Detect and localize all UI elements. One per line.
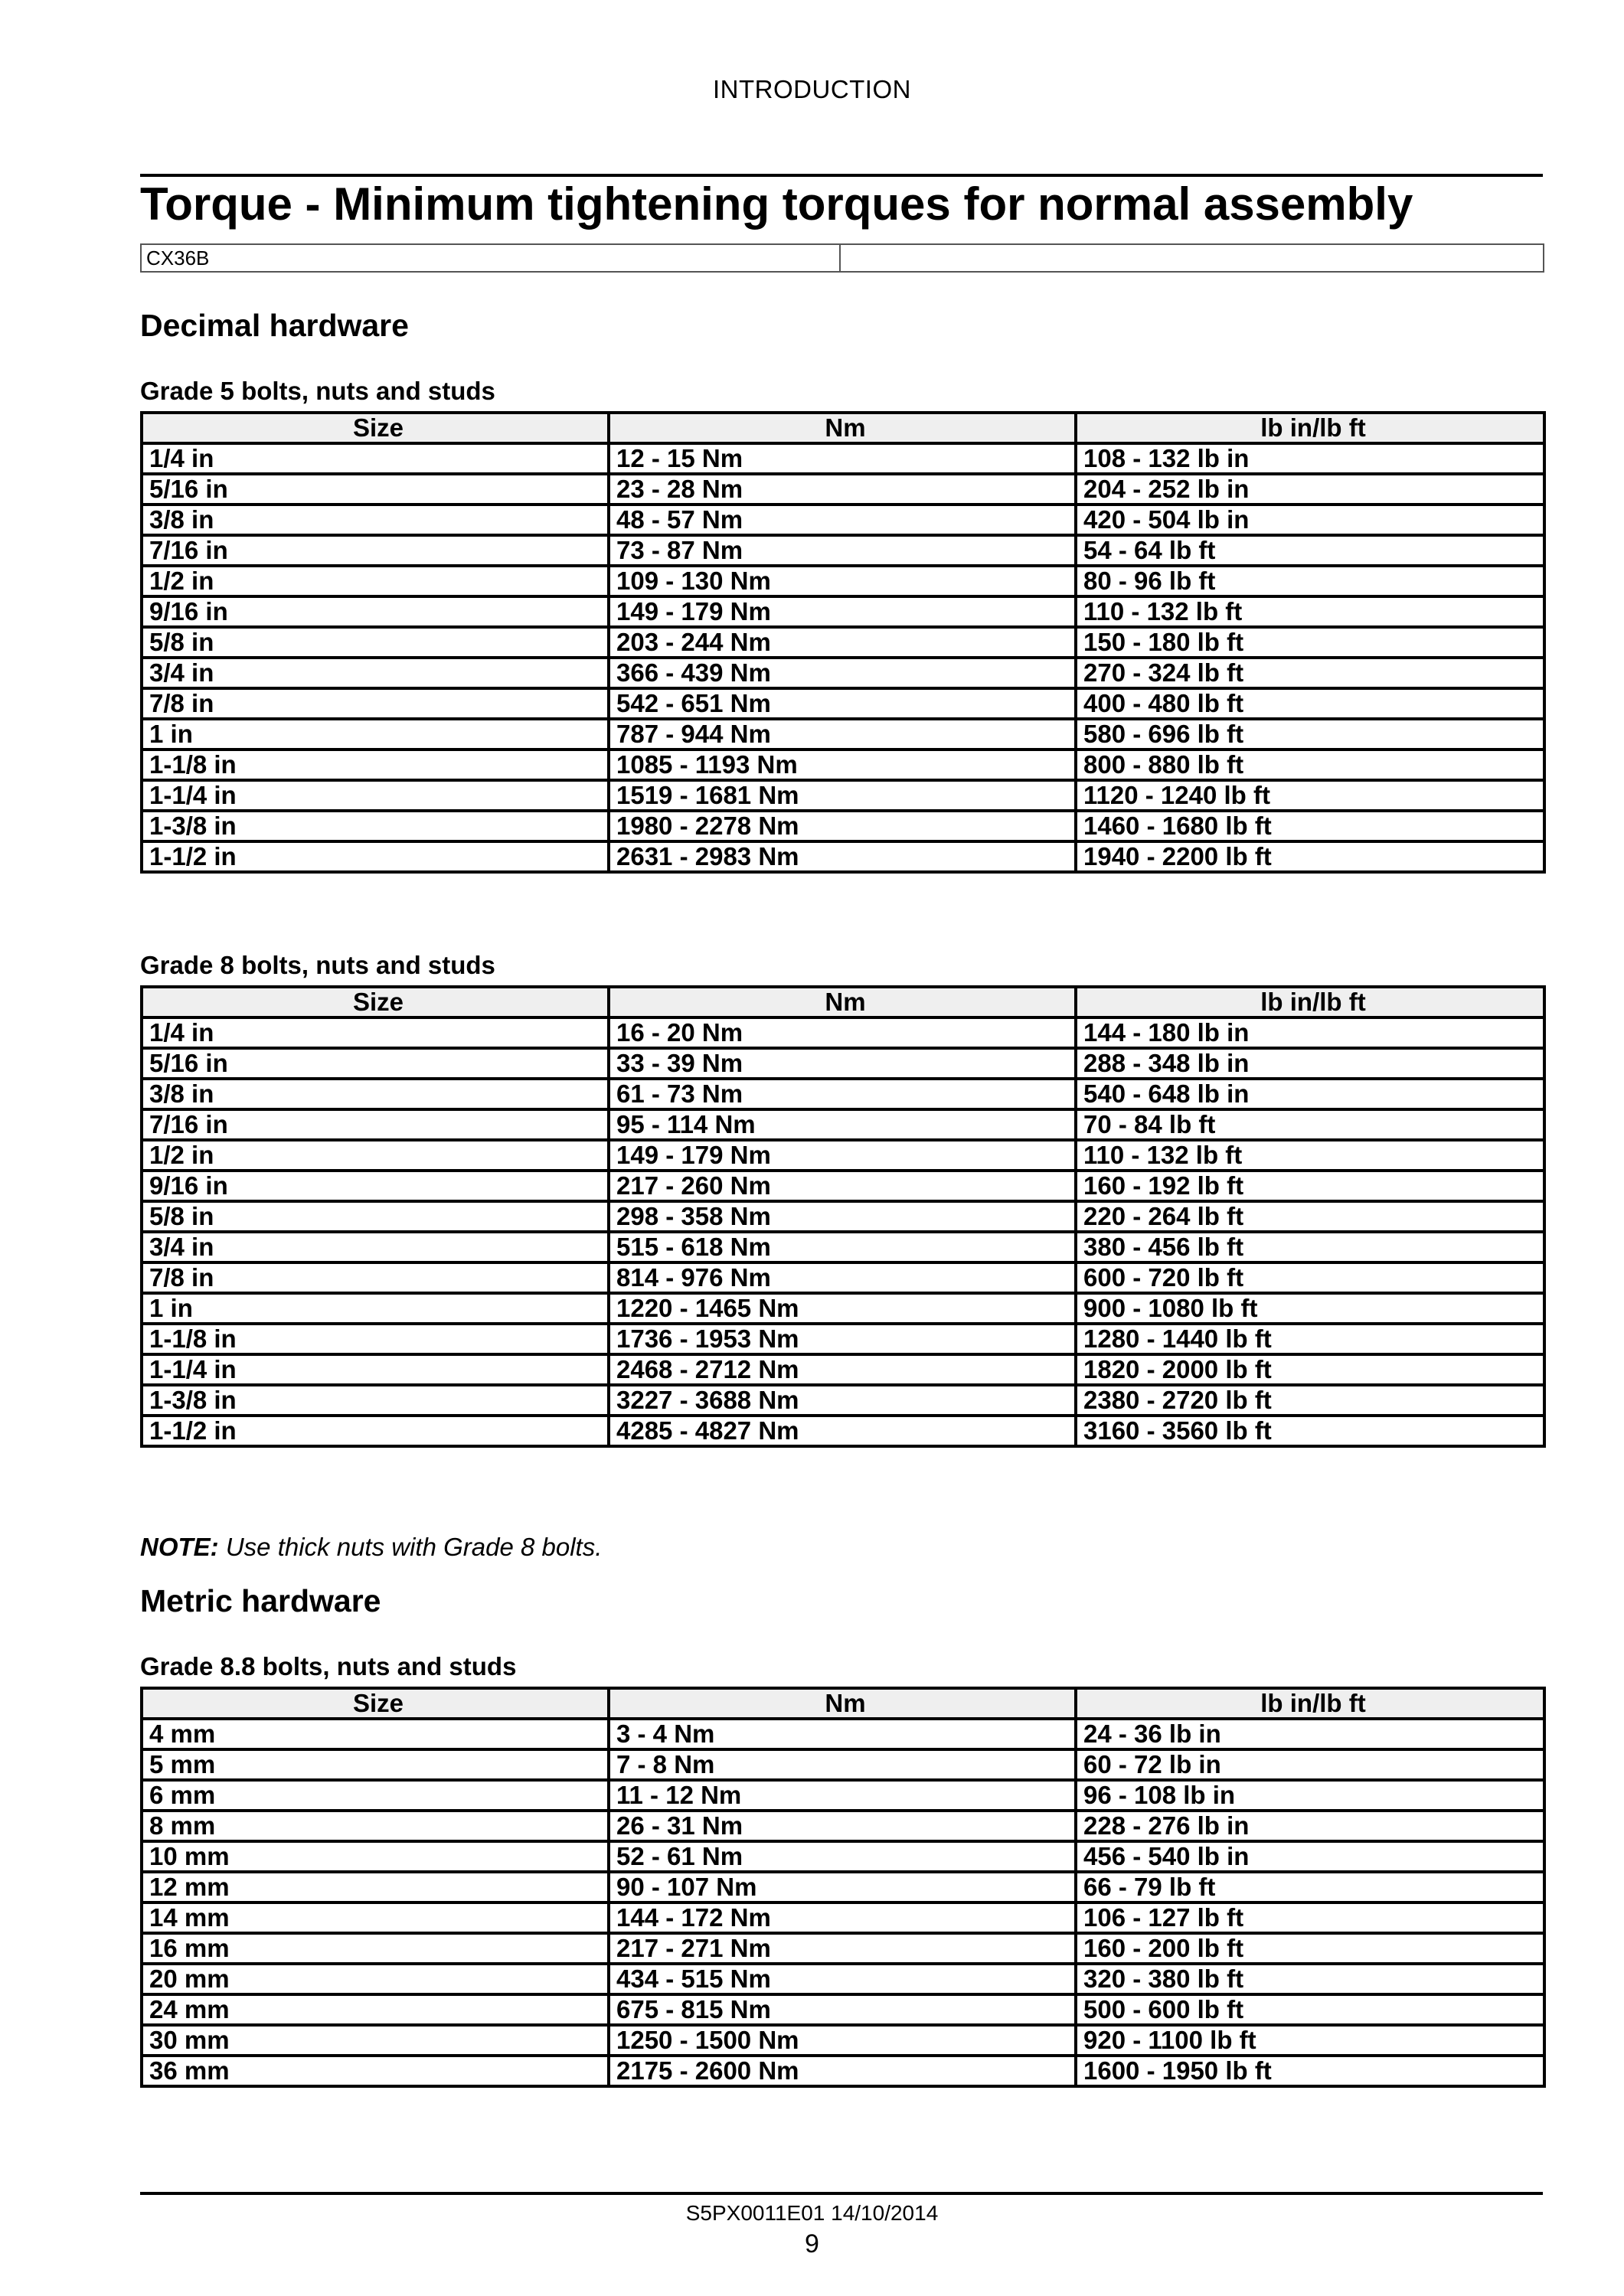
lb-cell: 270 - 324 lb ft <box>1076 658 1544 688</box>
lb-cell: 540 - 648 lb in <box>1076 1079 1544 1109</box>
size-cell: 1-1/4 in <box>142 1354 609 1385</box>
section-title-metric: Metric hardware <box>140 1583 381 1618</box>
table-row <box>142 841 1544 872</box>
nm-cell: 1220 - 1465 Nm <box>609 1293 1076 1324</box>
model-code-extra <box>841 245 1543 271</box>
table-row <box>142 1017 1544 1048</box>
size-cell: 7/16 in <box>142 535 609 566</box>
table-row <box>142 1140 1544 1171</box>
table-row <box>142 2025 1544 2056</box>
size-cell: 1-1/8 in <box>142 1324 609 1354</box>
table-row <box>142 719 1544 750</box>
lb-cell: 110 - 132 lb ft <box>1076 1140 1544 1171</box>
lb-cell: 160 - 192 lb ft <box>1076 1171 1544 1201</box>
table-row <box>142 688 1544 719</box>
nm-cell: 11 - 12 Nm <box>609 1780 1076 1811</box>
page-title: Torque - Minimum tightening torques for normal assembly <box>140 178 1413 230</box>
size-cell: 1-1/8 in <box>142 750 609 780</box>
column-header-lb: lb in/lb ft <box>1076 1688 1544 1719</box>
size-cell: 1-1/2 in <box>142 1416 609 1446</box>
size-cell: 24 mm <box>142 1994 609 2025</box>
lb-cell: 500 - 600 lb ft <box>1076 1994 1544 2025</box>
nm-cell: 95 - 114 Nm <box>609 1109 1076 1140</box>
nm-cell: 2468 - 2712 Nm <box>609 1354 1076 1385</box>
size-cell: 1/2 in <box>142 1140 609 1171</box>
size-cell: 3/4 in <box>142 1232 609 1262</box>
section-title-decimal: Decimal hardware <box>140 308 409 343</box>
table-row <box>142 1841 1544 1872</box>
document-code: S5PX0011E01 14/10/2014 <box>685 2201 939 2225</box>
size-cell: 3/8 in <box>142 505 609 535</box>
size-cell: 1/4 in <box>142 1017 609 1048</box>
lb-cell: 228 - 276 lb in <box>1076 1811 1544 1841</box>
size-cell: 30 mm <box>142 2025 609 2056</box>
nm-cell: 144 - 172 Nm <box>609 1902 1076 1933</box>
size-cell: 9/16 in <box>142 596 609 627</box>
table-row <box>142 535 1544 566</box>
lb-cell: 288 - 348 lb in <box>1076 1048 1544 1079</box>
size-cell: 9/16 in <box>142 1171 609 1201</box>
size-cell: 1 in <box>142 719 609 750</box>
table-row <box>142 1048 1544 1079</box>
lb-cell: 1120 - 1240 lb ft <box>1076 780 1544 811</box>
nm-cell: 434 - 515 Nm <box>609 1964 1076 1994</box>
nm-cell: 23 - 28 Nm <box>609 474 1076 505</box>
nm-cell: 33 - 39 Nm <box>609 1048 1076 1079</box>
top-rule <box>140 174 1543 177</box>
table-row <box>142 750 1544 780</box>
lb-cell: 54 - 64 lb ft <box>1076 535 1544 566</box>
lb-cell: 204 - 252 lb in <box>1076 474 1544 505</box>
size-cell: 14 mm <box>142 1902 609 1933</box>
column-header-nm: Nm <box>609 1688 1076 1719</box>
table-row <box>142 1354 1544 1385</box>
table-header-row <box>142 413 1544 443</box>
grade88-table-body <box>142 1719 1544 2086</box>
size-cell: 1/2 in <box>142 566 609 596</box>
table-row <box>142 1416 1544 1446</box>
column-header-size: Size <box>142 987 609 1017</box>
size-cell: 1/4 in <box>142 443 609 474</box>
size-cell: 36 mm <box>142 2056 609 2086</box>
grade88-torque-table <box>140 1687 1546 2088</box>
lb-cell: 580 - 696 lb ft <box>1076 719 1544 750</box>
lb-cell: 380 - 456 lb ft <box>1076 1232 1544 1262</box>
nm-cell: 2175 - 2600 Nm <box>609 2056 1076 2086</box>
table-row <box>142 1232 1544 1262</box>
table-row <box>142 2056 1544 2086</box>
nm-cell: 26 - 31 Nm <box>609 1811 1076 1841</box>
nm-cell: 3227 - 3688 Nm <box>609 1385 1076 1416</box>
lb-cell: 1600 - 1950 lb ft <box>1076 2056 1544 2086</box>
size-cell: 5 mm <box>142 1749 609 1780</box>
lb-cell: 66 - 79 lb ft <box>1076 1872 1544 1902</box>
lb-cell: 60 - 72 lb in <box>1076 1749 1544 1780</box>
nm-cell: 2631 - 2983 Nm <box>609 841 1076 872</box>
lb-cell: 3160 - 3560 lb ft <box>1076 1416 1544 1446</box>
nm-cell: 48 - 57 Nm <box>609 505 1076 535</box>
nm-cell: 3 - 4 Nm <box>609 1719 1076 1749</box>
nm-cell: 203 - 244 Nm <box>609 627 1076 658</box>
size-cell: 1-1/2 in <box>142 841 609 872</box>
nm-cell: 90 - 107 Nm <box>609 1872 1076 1902</box>
nm-cell: 787 - 944 Nm <box>609 719 1076 750</box>
table-row <box>142 658 1544 688</box>
lb-cell: 400 - 480 lb ft <box>1076 688 1544 719</box>
nm-cell: 515 - 618 Nm <box>609 1232 1076 1262</box>
table-row <box>142 1719 1544 1749</box>
table-row <box>142 1171 1544 1201</box>
nm-cell: 366 - 439 Nm <box>609 658 1076 688</box>
lb-cell: 800 - 880 lb ft <box>1076 750 1544 780</box>
table-header-row <box>142 987 1544 1017</box>
size-cell: 7/8 in <box>142 1262 609 1293</box>
size-cell: 7/16 in <box>142 1109 609 1140</box>
size-cell: 5/8 in <box>142 627 609 658</box>
lb-cell: 160 - 200 lb ft <box>1076 1933 1544 1964</box>
model-applicability-box <box>140 243 1544 273</box>
table-row <box>142 1933 1544 1964</box>
nm-cell: 109 - 130 Nm <box>609 566 1076 596</box>
table-row <box>142 566 1544 596</box>
column-header-size: Size <box>142 1688 609 1719</box>
nm-cell: 1980 - 2278 Nm <box>609 811 1076 841</box>
nm-cell: 1250 - 1500 Nm <box>609 2025 1076 2056</box>
lb-cell: 1940 - 2200 lb ft <box>1076 841 1544 872</box>
lb-cell: 1280 - 1440 lb ft <box>1076 1324 1544 1354</box>
nm-cell: 217 - 271 Nm <box>609 1933 1076 1964</box>
nm-cell: 675 - 815 Nm <box>609 1994 1076 2025</box>
model-code: CX36B <box>142 245 841 271</box>
table-row <box>142 811 1544 841</box>
table-row <box>142 443 1544 474</box>
page-number: 9 <box>805 2229 819 2258</box>
nm-cell: 814 - 976 Nm <box>609 1262 1076 1293</box>
column-header-lb: lb in/lb ft <box>1076 987 1544 1017</box>
grade8-torque-table <box>140 985 1546 1448</box>
table-row <box>142 1780 1544 1811</box>
lb-cell: 2380 - 2720 lb ft <box>1076 1385 1544 1416</box>
running-head: INTRODUCTION <box>713 75 911 103</box>
grade8-table-body <box>142 1017 1544 1446</box>
nm-cell: 1736 - 1953 Nm <box>609 1324 1076 1354</box>
lb-cell: 900 - 1080 lb ft <box>1076 1293 1544 1324</box>
column-header-lb: lb in/lb ft <box>1076 413 1544 443</box>
lb-cell: 144 - 180 lb in <box>1076 1017 1544 1048</box>
size-cell: 7/8 in <box>142 688 609 719</box>
nm-cell: 73 - 87 Nm <box>609 535 1076 566</box>
nm-cell: 4285 - 4827 Nm <box>609 1416 1076 1446</box>
table-row <box>142 780 1544 811</box>
size-cell: 3/4 in <box>142 658 609 688</box>
table-row <box>142 474 1544 505</box>
size-cell: 10 mm <box>142 1841 609 1872</box>
table-row <box>142 1994 1544 2025</box>
table-title-grade5: Grade 5 bolts, nuts and studs <box>140 377 495 405</box>
nm-cell: 217 - 260 Nm <box>609 1171 1076 1201</box>
column-header-size: Size <box>142 413 609 443</box>
nm-cell: 1519 - 1681 Nm <box>609 780 1076 811</box>
table-row <box>142 1324 1544 1354</box>
nm-cell: 1085 - 1193 Nm <box>609 750 1076 780</box>
table-row <box>142 1902 1544 1933</box>
size-cell: 1-3/8 in <box>142 811 609 841</box>
lb-cell: 110 - 132 lb ft <box>1076 596 1544 627</box>
size-cell: 5/16 in <box>142 1048 609 1079</box>
lb-cell: 320 - 380 lb ft <box>1076 1964 1544 1994</box>
table-row <box>142 1109 1544 1140</box>
grade5-torque-table <box>140 411 1546 874</box>
size-cell: 3/8 in <box>142 1079 609 1109</box>
note-text: Use thick nuts with Grade 8 bolts. <box>218 1533 603 1561</box>
size-cell: 1 in <box>142 1293 609 1324</box>
size-cell: 16 mm <box>142 1933 609 1964</box>
column-header-nm: Nm <box>609 413 1076 443</box>
size-cell: 4 mm <box>142 1719 609 1749</box>
size-cell: 5/8 in <box>142 1201 609 1232</box>
lb-cell: 1460 - 1680 lb ft <box>1076 811 1544 841</box>
table-row <box>142 1872 1544 1902</box>
lb-cell: 220 - 264 lb ft <box>1076 1201 1544 1232</box>
table-row <box>142 1201 1544 1232</box>
lb-cell: 106 - 127 lb ft <box>1076 1902 1544 1933</box>
note-label: NOTE: <box>140 1533 219 1561</box>
size-cell: 12 mm <box>142 1872 609 1902</box>
lb-cell: 456 - 540 lb in <box>1076 1841 1544 1872</box>
size-cell: 20 mm <box>142 1964 609 1994</box>
bottom-rule <box>140 2192 1543 2195</box>
table-row <box>142 1385 1544 1416</box>
nm-cell: 12 - 15 Nm <box>609 443 1076 474</box>
table-row <box>142 1262 1544 1293</box>
table-row <box>142 627 1544 658</box>
nm-cell: 149 - 179 Nm <box>609 1140 1076 1171</box>
nm-cell: 61 - 73 Nm <box>609 1079 1076 1109</box>
table-row <box>142 596 1544 627</box>
column-header-nm: Nm <box>609 987 1076 1017</box>
table-header-row <box>142 1688 1544 1719</box>
lb-cell: 150 - 180 lb ft <box>1076 627 1544 658</box>
nm-cell: 542 - 651 Nm <box>609 688 1076 719</box>
lb-cell: 420 - 504 lb in <box>1076 505 1544 535</box>
note <box>140 1533 602 1562</box>
lb-cell: 70 - 84 lb ft <box>1076 1109 1544 1140</box>
table-row <box>142 505 1544 535</box>
table-title-grade88: Grade 8.8 bolts, nuts and studs <box>140 1652 517 1680</box>
lb-cell: 920 - 1100 lb ft <box>1076 2025 1544 2056</box>
table-row <box>142 1293 1544 1324</box>
table-row <box>142 1964 1544 1994</box>
lb-cell: 600 - 720 lb ft <box>1076 1262 1544 1293</box>
size-cell: 1-3/8 in <box>142 1385 609 1416</box>
nm-cell: 16 - 20 Nm <box>609 1017 1076 1048</box>
size-cell: 1-1/4 in <box>142 780 609 811</box>
lb-cell: 80 - 96 lb ft <box>1076 566 1544 596</box>
nm-cell: 149 - 179 Nm <box>609 596 1076 627</box>
lb-cell: 96 - 108 lb in <box>1076 1780 1544 1811</box>
nm-cell: 298 - 358 Nm <box>609 1201 1076 1232</box>
lb-cell: 108 - 132 lb in <box>1076 443 1544 474</box>
size-cell: 6 mm <box>142 1780 609 1811</box>
size-cell: 8 mm <box>142 1811 609 1841</box>
table-row <box>142 1079 1544 1109</box>
grade5-table-body <box>142 443 1544 872</box>
nm-cell: 7 - 8 Nm <box>609 1749 1076 1780</box>
nm-cell: 52 - 61 Nm <box>609 1841 1076 1872</box>
table-title-grade8: Grade 8 bolts, nuts and studs <box>140 951 495 979</box>
lb-cell: 24 - 36 lb in <box>1076 1719 1544 1749</box>
table-row <box>142 1811 1544 1841</box>
size-cell: 5/16 in <box>142 474 609 505</box>
lb-cell: 1820 - 2000 lb ft <box>1076 1354 1544 1385</box>
table-row <box>142 1749 1544 1780</box>
